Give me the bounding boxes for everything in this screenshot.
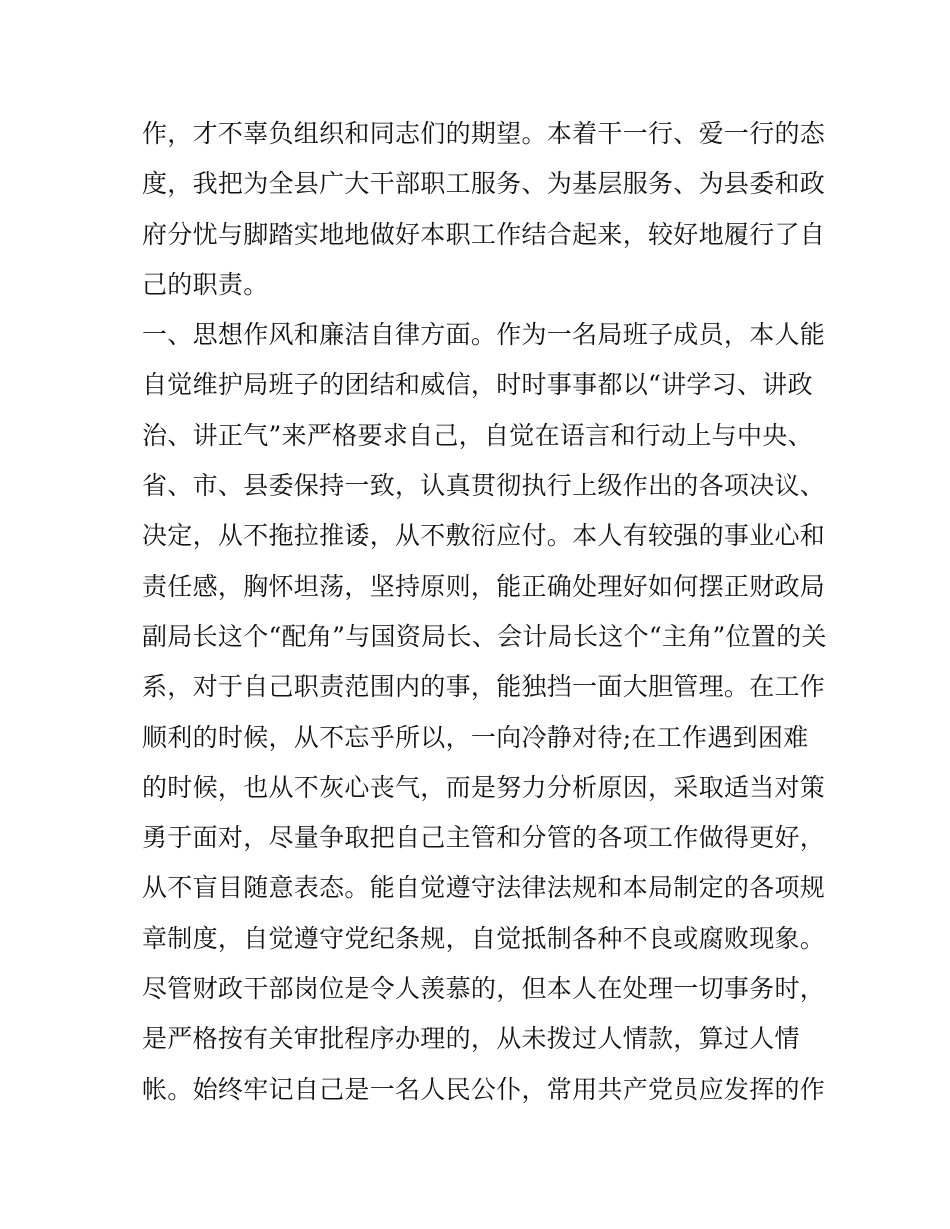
text-line: 顺利的时候，从不忘乎所以，一向冷静对待;在工作遇到困难 [142,722,809,752]
text-line: 己的职责。 [142,269,269,299]
text-line: 帐。始终牢记自己是一名人民公仆，常用共产党员应发挥的作 [142,1074,826,1104]
text-line: 勇于面对，尽量争取把自己主管和分管的各项工作做得更好， [142,823,826,853]
text-line: 府分忧与脚踏实地地做好本职工作结合起来，较好地履行了自 [142,219,826,249]
text-line: 责任感，胸怀坦荡，坚持原则，能正确处理好如何摆正财政局 [142,571,826,601]
text-line: 的时候，也从不灰心丧气，而是努力分析原因，采取适当对策 [142,772,826,802]
text-line: 治、讲正气”来严格要求自己，自觉在语言和行动上与中央、 [142,420,813,450]
text-line: 自觉维护局班子的团结和威信，时时事事都以“讲学习、讲政 [142,370,813,400]
text-line: 决定，从不拖拉推诿，从不敷衍应付。本人有较强的事业心和 [142,521,826,551]
text-line: 度，我把为全县广大干部职工服务、为基层服务、为县委和政 [142,169,826,199]
text-line: 作，才不辜负组织和同志们的期望。本着干一行、爱一行的态 [142,119,826,148]
text-line: 尽管财政干部岗位是令人羡慕的，但本人在处理一切事务时， [142,974,826,1004]
text-line: 章制度，自觉遵守党纪条规，自觉抵制各种不良或腐败现象。 [142,923,826,953]
text-line: 系，对于自己职责范围内的事，能独挡一面大胆管理。在工作 [142,672,826,702]
text-line: 是严格按有关审批程序办理的，从未拨过人情款，算过人情 [142,1024,800,1054]
text-line: 一、思想作风和廉洁自律方面。作为一名局班子成员，本人能 [142,320,826,350]
body-text [142,109,827,1115]
text-line: 副局长这个“配角”与国资局长、会计局长这个“主角”位置的关 [142,621,827,651]
text-line: 从不盲目随意表态。能自觉遵守法律法规和本局制定的各项规 [142,873,826,903]
text-line: 省、市、县委保持一致，认真贯彻执行上级作出的各项决议、 [142,471,826,501]
